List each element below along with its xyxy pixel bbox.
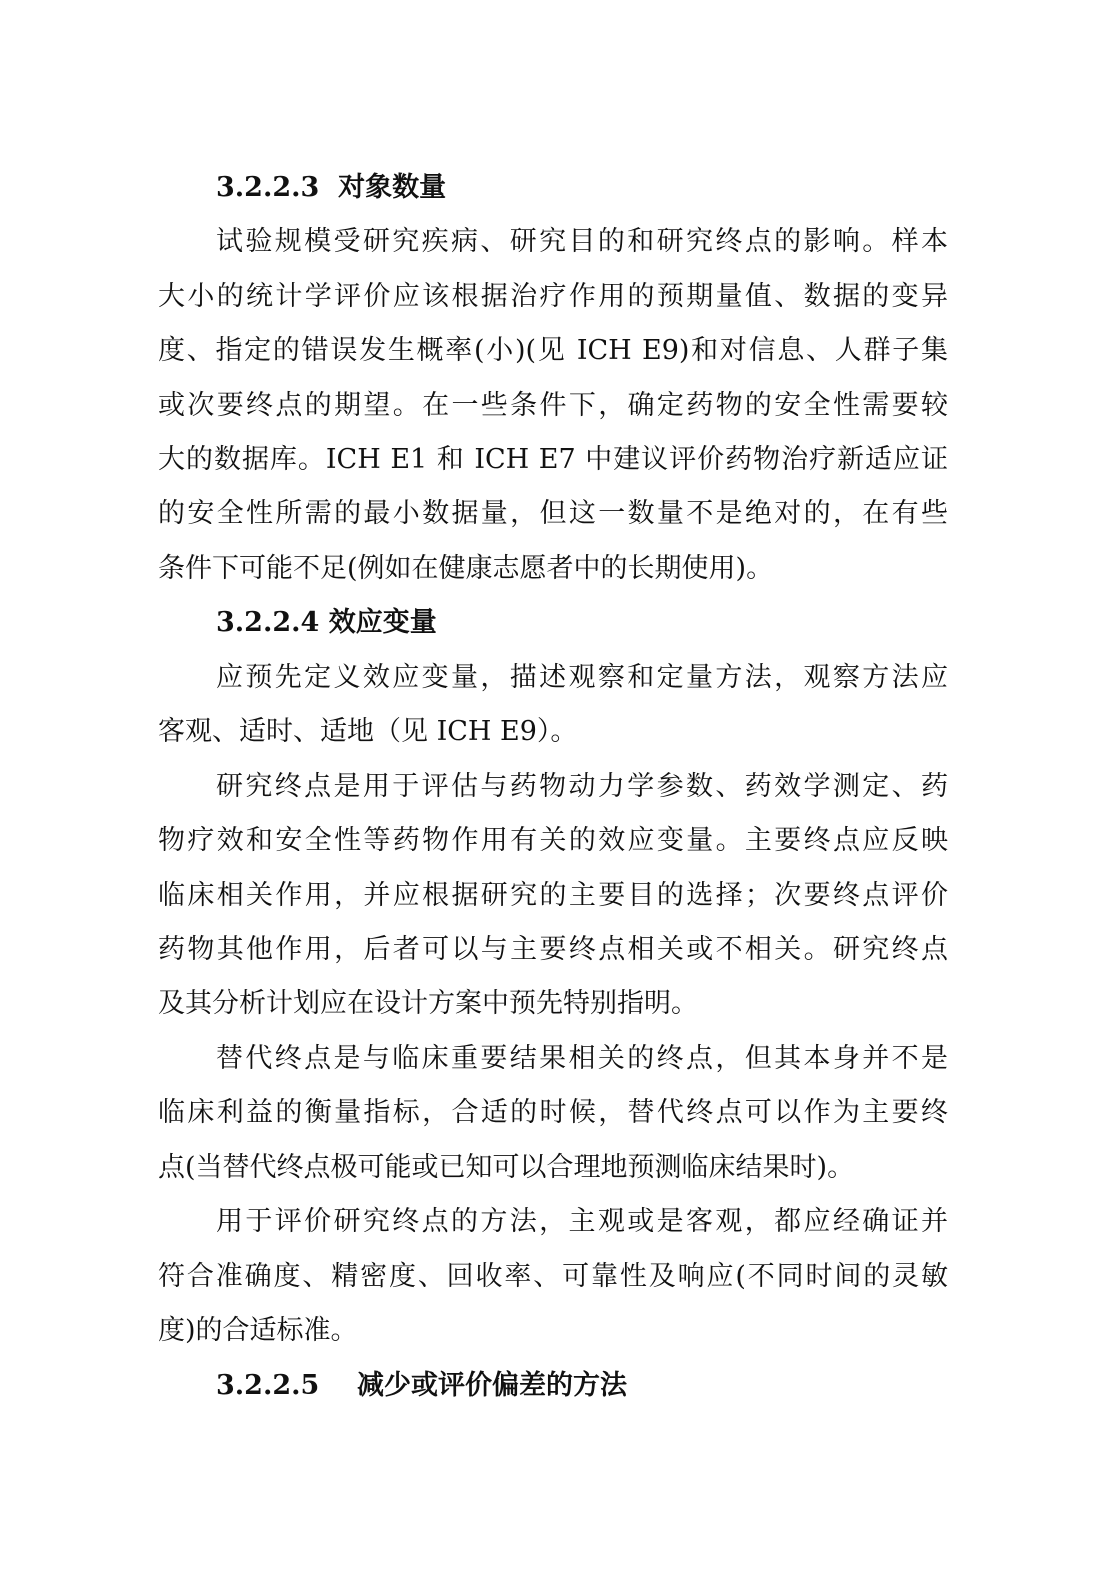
paragraph-line: 点(当替代终点极可能或已知可以合理地预测临床结果时)。 xyxy=(158,1152,855,1183)
section-title: 减少或评价偏差的方法 xyxy=(356,1370,627,1401)
section-heading xyxy=(216,603,437,643)
paragraph-line: 客观、适时、适地（见 ICH E9）。 xyxy=(158,716,578,747)
paragraph-line: 或次要终点的期望。在一些条件下，确定药物的安全性需要较 xyxy=(158,390,948,421)
section-title: 效应变量 xyxy=(328,607,437,638)
paragraph-line: 试验规模受研究疾病、研究目的和研究终点的影响。样本 xyxy=(216,226,948,257)
section-number: 3.2.2.5 xyxy=(216,1370,320,1401)
paragraph-line: 大小的统计学评价应该根据治疗作用的预期量值、数据的变异 xyxy=(158,281,948,312)
paragraph-line: 条件下可能不足(例如在健康志愿者中的长期使用)。 xyxy=(158,553,774,584)
paragraph-line: 大的数据库。ICH E1 和 ICH E7 中建议评价药物治疗新适应证 xyxy=(158,444,948,475)
paragraph-line: 及其分析计划应在设计方案中预先特别指明。 xyxy=(158,988,698,1019)
section-title: 对象数量 xyxy=(338,172,447,203)
paragraph-line: 的安全性所需的最小数据量，但这一数量不是绝对的，在有些 xyxy=(158,498,948,529)
paragraph-line: 符合准确度、精密度、回收率、可靠性及响应(不同时间的灵敏 xyxy=(158,1261,948,1292)
section-number: 3.2.2.3 xyxy=(216,172,320,203)
paragraph-line: 研究终点是用于评估与药物动力学参数、药效学测定、药 xyxy=(216,771,948,802)
paragraph-line: 物疗效和安全性等药物作用有关的效应变量。主要终点应反映 xyxy=(158,825,948,856)
paragraph-line: 替代终点是与临床重要结果相关的终点，但其本身并不是 xyxy=(216,1043,948,1074)
section-heading xyxy=(216,168,446,208)
paragraph-line: 用于评价研究终点的方法，主观或是客观，都应经确证并 xyxy=(216,1206,948,1237)
paragraph-line: 临床相关作用，并应根据研究的主要目的选择；次要终点评价 xyxy=(158,880,948,911)
section-number: 3.2.2.4 xyxy=(216,607,320,638)
section-heading xyxy=(216,1366,627,1406)
paragraph-line: 临床利益的衡量指标，合适的时候，替代终点可以作为主要终 xyxy=(158,1097,948,1128)
paragraph-line: 度)的合适标准。 xyxy=(158,1315,358,1346)
paragraph-line: 度、指定的错误发生概率(小)(见 ICH E9)和对信息、人群子集 xyxy=(158,335,948,366)
paragraph-line: 应预先定义效应变量，描述观察和定量方法，观察方法应 xyxy=(216,662,948,693)
paragraph-line: 药物其他作用，后者可以与主要终点相关或不相关。研究终点 xyxy=(158,934,948,965)
